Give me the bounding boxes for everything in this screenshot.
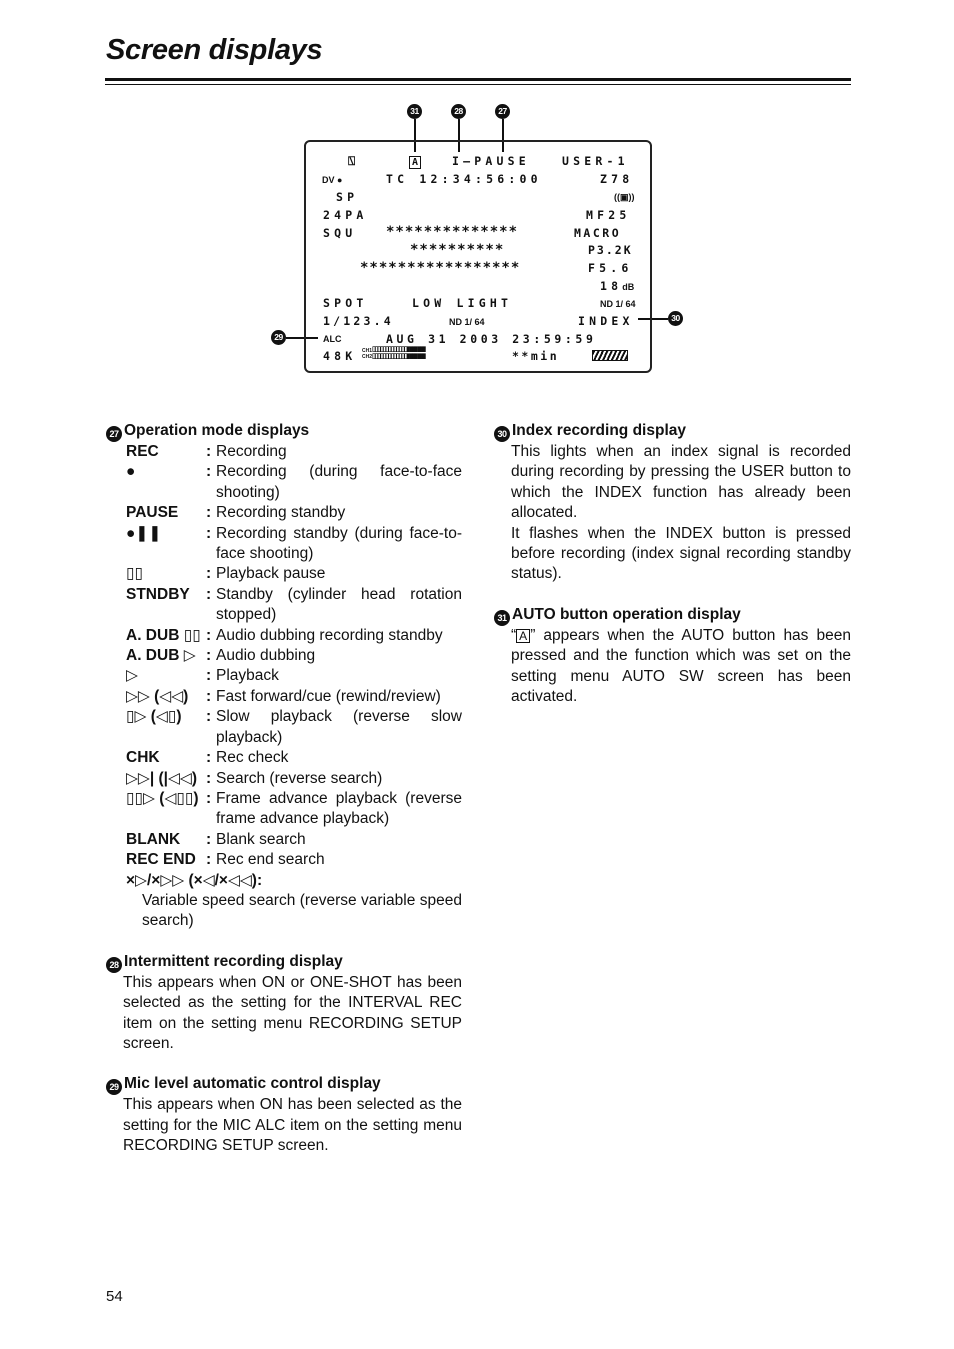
section-30-body-1: This lights when an index signal is recorded during recording by pressing the USER button to which the INDEX function has already been allocated.: [511, 443, 851, 522]
picture-icon: ⍂: [348, 154, 356, 168]
low-light-display: LOW LIGHT: [412, 296, 513, 310]
operation-mode-row: [126, 503, 462, 523]
section-31-number: 31: [494, 610, 510, 626]
right-column: [494, 421, 851, 707]
remaining-time: **min: [512, 349, 560, 363]
operation-mode-row: [126, 687, 462, 707]
operation-mode-desc: Frame advance playback (reverse frame advance playback): [216, 789, 462, 828]
operation-mode-desc: Standby (cylinder head rotation stopped): [216, 585, 462, 624]
shutter-display: 1/123.4: [323, 314, 394, 328]
section-30-heading: [494, 421, 851, 442]
operation-mode-desc: Audio dubbing: [216, 647, 316, 665]
section-30-number: 30: [494, 426, 510, 442]
operation-mode-row: [126, 850, 462, 870]
section-28-heading: [106, 952, 462, 973]
tape-speed: SP: [336, 190, 359, 204]
gain-value: 18: [600, 279, 623, 293]
operation-mode-desc: Recording standby: [216, 504, 346, 522]
operation-mode-row: [126, 646, 462, 666]
operation-mode-desc: Blank search: [216, 830, 306, 848]
section-28-number: 28: [106, 957, 122, 973]
nd-display-right: ND 1/ 64: [600, 299, 636, 309]
callout-29: 29: [271, 330, 286, 345]
colon: :: [206, 851, 212, 869]
white-balance: P3.2K: [588, 243, 633, 257]
section-31-body: [511, 626, 851, 708]
operation-mode-row: [126, 564, 462, 584]
colon: :: [206, 667, 212, 685]
colon: :: [206, 769, 212, 787]
spot-display: SPOT: [323, 296, 368, 310]
operation-mode-row: [126, 666, 462, 686]
audio-meter-ch1: ▯▯▯▯▯▯▯▯▯▯▯▯▯▮▮▮▮▮▮▮: [372, 346, 426, 353]
stars-row-1: **************: [386, 224, 519, 240]
colon: :: [206, 585, 212, 603]
colon: :: [206, 749, 212, 767]
stars-row-3: *****************: [360, 260, 521, 276]
operation-mode-row: [126, 769, 462, 789]
colon: :: [206, 504, 212, 522]
operation-mode-row: [126, 442, 462, 462]
stabilizer-icon: ((▣)): [614, 192, 635, 202]
callout-27: 27: [495, 104, 510, 119]
operation-mode-term: ▯▯▷ (◁▯▯): [126, 789, 199, 807]
operation-mode-term: REC END: [126, 851, 196, 869]
colon: :: [206, 830, 212, 848]
section-27-number: 27: [106, 426, 122, 442]
operation-mode-desc: Rec check: [216, 749, 289, 767]
quote-open: “: [511, 626, 517, 644]
operation-mode-term: STNDBY: [126, 585, 190, 603]
operation-mode-desc: Recording (during face-to-face shooting): [216, 463, 462, 501]
section-31-heading: [494, 605, 851, 626]
operation-mode-term: ▷▷ (◁◁): [126, 687, 189, 705]
user-display: USER-1: [562, 154, 629, 168]
colon: :: [206, 687, 212, 705]
operation-mode-desc: Slow playback (reverse slow playback): [216, 708, 462, 746]
auto-box: A: [409, 156, 421, 169]
stars-row-2: **********: [410, 242, 505, 258]
macro-display: MACRO: [574, 226, 622, 240]
title-rule-thick: [105, 78, 851, 81]
audio-mode: 48K: [323, 349, 357, 363]
section-27-title: Operation mode displays: [124, 422, 310, 439]
colon: :: [206, 524, 212, 542]
operation-mode-row: [126, 585, 462, 626]
operation-mode-desc: Playback pause: [216, 565, 326, 583]
operation-mode-term: ▯▷ (◁▯): [126, 708, 182, 726]
nd-display-center: ND 1/ 64: [449, 317, 485, 327]
colon: :: [206, 565, 212, 583]
operation-mode-term: CHK: [126, 749, 160, 767]
page-title: Screen displays: [106, 34, 323, 66]
section-30-title: Index recording display: [512, 422, 686, 439]
section-29-number: 29: [106, 1079, 122, 1095]
focus-display: MF25: [586, 208, 631, 222]
page-number: 54: [106, 1288, 123, 1305]
operation-mode-desc: Fast forward/cue (rewind/review): [216, 687, 441, 705]
dv-indicator: DV ●: [322, 175, 343, 185]
operation-mode-desc: Rec end search: [216, 851, 325, 869]
operation-mode-desc: Search (reverse search): [216, 769, 383, 787]
date-time-display: AUG 31 2003 23:59:59: [386, 332, 597, 346]
left-column: [106, 421, 462, 1157]
timecode: TC 12:34:56:00: [386, 172, 542, 186]
operation-mode-desc: Recording: [216, 443, 287, 460]
title-rule-thin: [105, 84, 851, 85]
colon: :: [206, 463, 212, 481]
section-31-text: ” appears when the AUTO button has been pressed and the function which was set on the setting menu AUTO SW screen has been activated.: [511, 626, 851, 706]
operation-mode-term: ●❚❚: [126, 524, 162, 542]
operation-mode-list: [126, 442, 462, 871]
aspect-display: SQU: [323, 226, 357, 240]
frame-rate: 24PA: [323, 208, 368, 222]
operation-mode-term: PAUSE: [126, 504, 179, 522]
auto-box-inline: A: [516, 629, 530, 643]
colon: :: [206, 789, 212, 807]
operation-mode-term: A. DUB ▷: [126, 647, 196, 665]
section-31-title: AUTO button operation display: [512, 605, 741, 623]
operation-mode-term: ▷: [126, 667, 138, 685]
section-29-body: This appears when ON has been selected as the setting for the MIC ALC item on the setting menu RECORDING SETUP screen.: [123, 1096, 462, 1155]
operation-mode-row: [126, 524, 462, 565]
colon: :: [206, 708, 212, 726]
operation-mode-row: [126, 626, 462, 646]
mode-display: I–PAUSE: [452, 154, 530, 168]
operation-mode-row: [126, 748, 462, 768]
callout-28: 28: [451, 104, 466, 119]
operation-mode-term: A. DUB ▯▯: [126, 626, 201, 644]
operation-mode-row: [126, 789, 462, 830]
operation-mode-term: ▷▷| (|◁◁): [126, 769, 197, 787]
ch1-label: CH1: [362, 348, 373, 354]
operation-mode-term: ●: [126, 463, 136, 481]
alc-display: ALC: [323, 334, 342, 344]
section-29-heading: [106, 1074, 462, 1095]
callout-30: 30: [668, 311, 683, 326]
audio-meter-ch2: ▯▯▯▯▯▯▯▯▯▯▯▯▯▮▮▮▮▮▮▮: [372, 353, 426, 360]
auto-indicator: [409, 154, 421, 169]
colon: :: [206, 626, 212, 644]
operation-mode-row: [126, 830, 462, 850]
section-28-title: Intermittent recording display: [124, 952, 343, 970]
operation-mode-desc: Recording standby (during face-to-face shooting): [216, 524, 462, 563]
viewfinder-screen: [304, 140, 652, 373]
operation-mode-row: [126, 462, 462, 503]
operation-mode-term: BLANK: [126, 830, 181, 848]
callout-31: 31: [407, 104, 422, 119]
variable-speed-desc: Variable speed search (reverse variable speed search): [142, 891, 462, 930]
index-display: INDEX: [578, 314, 634, 328]
variable-speed-term: ×▷/×▷▷ (×◁/×◁◁):: [126, 871, 263, 889]
section-28-body: This appears when ON or ONE-SHOT has been selected as the setting for the INTERVAL REC item on the setting menu RECORDING SETUP screen.: [123, 973, 462, 1052]
section-27-heading: [106, 421, 462, 442]
operation-mode-term: REC: [126, 443, 159, 460]
ch2-label: CH2: [362, 354, 373, 360]
operation-mode-term: ▯▯: [126, 565, 144, 583]
colon: :: [206, 443, 212, 460]
operation-mode-desc: Audio dubbing recording standby: [216, 626, 443, 644]
section-30-body-2: It flashes when the INDEX button is pressed before recording (index signal recording standby status).: [511, 524, 851, 583]
zoom-display: Z78: [600, 172, 634, 186]
gain-unit: dB: [622, 282, 635, 292]
iris-display: F5.6: [588, 261, 633, 275]
section-29-title: Mic level automatic control display: [124, 1075, 381, 1093]
battery-icon: [592, 350, 628, 361]
gain-display: [600, 279, 634, 294]
operation-mode-desc: Playback: [216, 667, 279, 685]
colon: :: [206, 647, 212, 665]
operation-mode-row: [126, 707, 462, 748]
